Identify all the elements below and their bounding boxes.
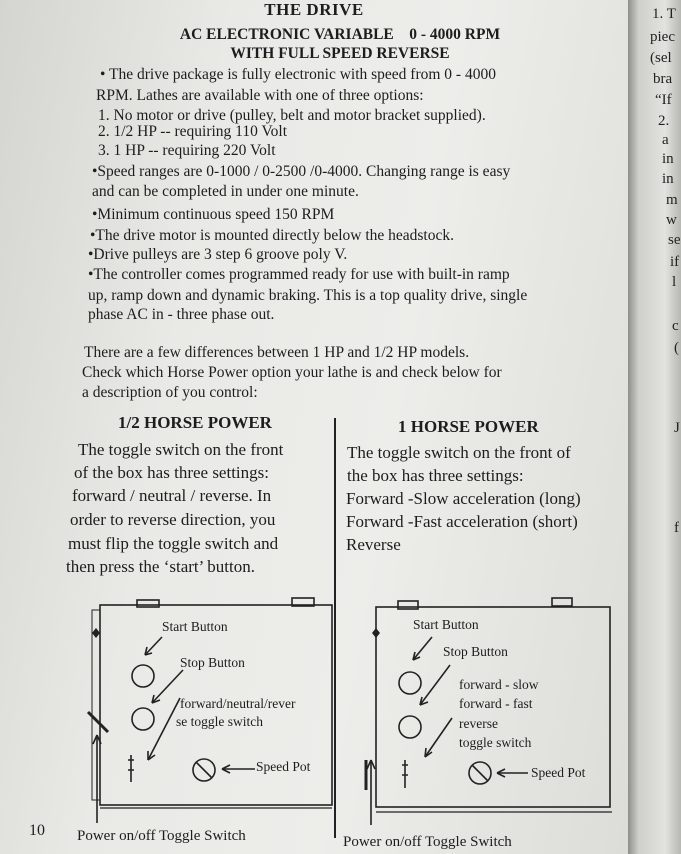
stop-button-circle xyxy=(399,716,421,738)
intro-line: a description of you control: xyxy=(82,384,258,401)
adjacent-page-text: m xyxy=(666,192,678,208)
toggle-switch-icon xyxy=(402,760,408,788)
body-line: 3. 1 HP -- requiring 220 Volt xyxy=(98,142,276,159)
adjacent-page-text: ( xyxy=(674,340,679,356)
adjacent-page-text: (sel xyxy=(650,50,672,66)
intro-line: There are a few differences between 1 HP and 1/2 HP models. xyxy=(84,344,470,361)
stop-button-circle xyxy=(132,708,154,730)
power-switch-label: Power on/off Toggle Switch xyxy=(77,828,246,844)
one-hp-line: The toggle switch on the front of xyxy=(347,443,571,462)
adjacent-page-text: w xyxy=(666,212,677,228)
adjacent-page-text: f xyxy=(674,520,679,536)
body-line: phase AC in - three phase out. xyxy=(88,306,275,323)
adjacent-page-text: se xyxy=(668,232,681,248)
toggle-switch-label: se toggle switch xyxy=(176,714,263,729)
toggle-switch-icon xyxy=(128,755,134,782)
one-hp-line: Forward -Slow acceleration (long) xyxy=(346,489,581,508)
half-hp-line: of the box has three settings: xyxy=(74,463,269,482)
body-line: •The drive motor is mounted directly below the headstock. xyxy=(90,227,454,244)
start-button-label: Start Button xyxy=(413,617,479,632)
one-hp-line: Forward -Fast acceleration (short) xyxy=(346,512,578,531)
toggle-switch-label: toggle switch xyxy=(459,735,532,750)
adjacent-page-text: 2. xyxy=(658,113,670,129)
adjacent-page-text: piec xyxy=(650,29,675,45)
mount-marker-icon xyxy=(372,628,380,638)
body-line: RPM. Lathes are available with one of three options: xyxy=(96,87,424,104)
pointer-arrow xyxy=(420,665,450,705)
start-button-circle xyxy=(132,665,154,687)
adjacent-page-text: “If xyxy=(655,92,672,108)
drive-subtitle-2: WITH FULL SPEED REVERSE xyxy=(230,45,450,62)
pointer-arrow xyxy=(425,718,452,757)
toggle-switch-label: reverse xyxy=(459,716,498,731)
mount-marker-icon xyxy=(92,628,100,638)
half-hp-line: The toggle switch on the front xyxy=(78,440,284,459)
half-hp-line: order to reverse direction, you xyxy=(70,510,276,529)
half-hp-line: must flip the toggle switch and xyxy=(68,534,279,553)
stop-button-label: Stop Button xyxy=(443,644,508,659)
toggle-switch-label: forward - slow xyxy=(459,677,539,692)
one-hp-heading: 1 HORSE POWER xyxy=(398,417,539,436)
stop-button-label: Stop Button xyxy=(180,655,245,670)
body-line: •The controller comes programmed ready for use with built-in ramp xyxy=(88,266,510,283)
adjacent-page-text: a xyxy=(662,132,669,148)
body-line: • The drive package is fully electronic with speed from 0 - 4000 xyxy=(100,66,496,83)
adjacent-page-text: in xyxy=(662,151,674,167)
half-hp-line: forward / neutral / reverse. In xyxy=(72,486,272,505)
speed-pot-label: Speed Pot xyxy=(531,765,586,780)
body-line: •Speed ranges are 0-1000 / 0-2500 /0-4000. Changing range is easy xyxy=(92,163,511,180)
hinge-icon xyxy=(137,600,159,607)
page-title: THE DRIVE xyxy=(264,0,364,19)
adjacent-page-text: J xyxy=(674,420,680,436)
body-line: •Minimum continuous speed 150 RPM xyxy=(92,206,335,223)
body-line: and can be completed in under one minute. xyxy=(92,183,359,200)
pointer-arrow xyxy=(152,670,183,703)
hinge-icon xyxy=(552,598,572,606)
pointer-arrow xyxy=(145,637,162,655)
half-hp-line: then press the ‘start’ button. xyxy=(66,557,256,576)
toggle-switch-label: forward/neutral/rever xyxy=(180,696,296,711)
one-hp-line: Reverse xyxy=(346,535,401,554)
adjacent-page-text: in xyxy=(662,171,674,187)
body-line: up, ramp down and dynamic braking. This is a top quality drive, single xyxy=(88,287,528,304)
drive-subtitle-1: AC ELECTRONIC VARIABLE 0 - 4000 RPM xyxy=(179,26,501,43)
speed-pot-label: Speed Pot xyxy=(256,759,311,774)
power-switch-label: Power on/off Toggle Switch xyxy=(343,834,512,850)
adjacent-page-text: c xyxy=(672,318,679,334)
one-hp-line: the box has three settings: xyxy=(347,466,524,485)
half-hp-heading: 1/2 HORSE POWER xyxy=(118,413,272,432)
intro-line: Check which Horse Power option your lathe is and check below for xyxy=(82,364,502,381)
body-line: 2. 1/2 HP -- requiring 110 Volt xyxy=(98,123,288,140)
adjacent-page-edge xyxy=(628,0,681,854)
adjacent-page-text: if xyxy=(670,254,680,270)
body-line: 1. No motor or drive (pulley, belt and motor bracket supplied). xyxy=(98,107,486,124)
toggle-switch-label: forward - fast xyxy=(459,696,533,711)
page-number: 10 xyxy=(29,822,45,839)
adjacent-page-text: 1. T xyxy=(652,6,676,22)
adjacent-page-text: l xyxy=(672,274,677,290)
body-line: •Drive pulleys are 3 step 6 groove poly V. xyxy=(88,246,348,263)
start-button-circle xyxy=(399,672,421,694)
start-button-label: Start Button xyxy=(162,619,228,634)
adjacent-page-text: bra xyxy=(653,71,673,87)
pointer-arrow xyxy=(413,637,432,660)
